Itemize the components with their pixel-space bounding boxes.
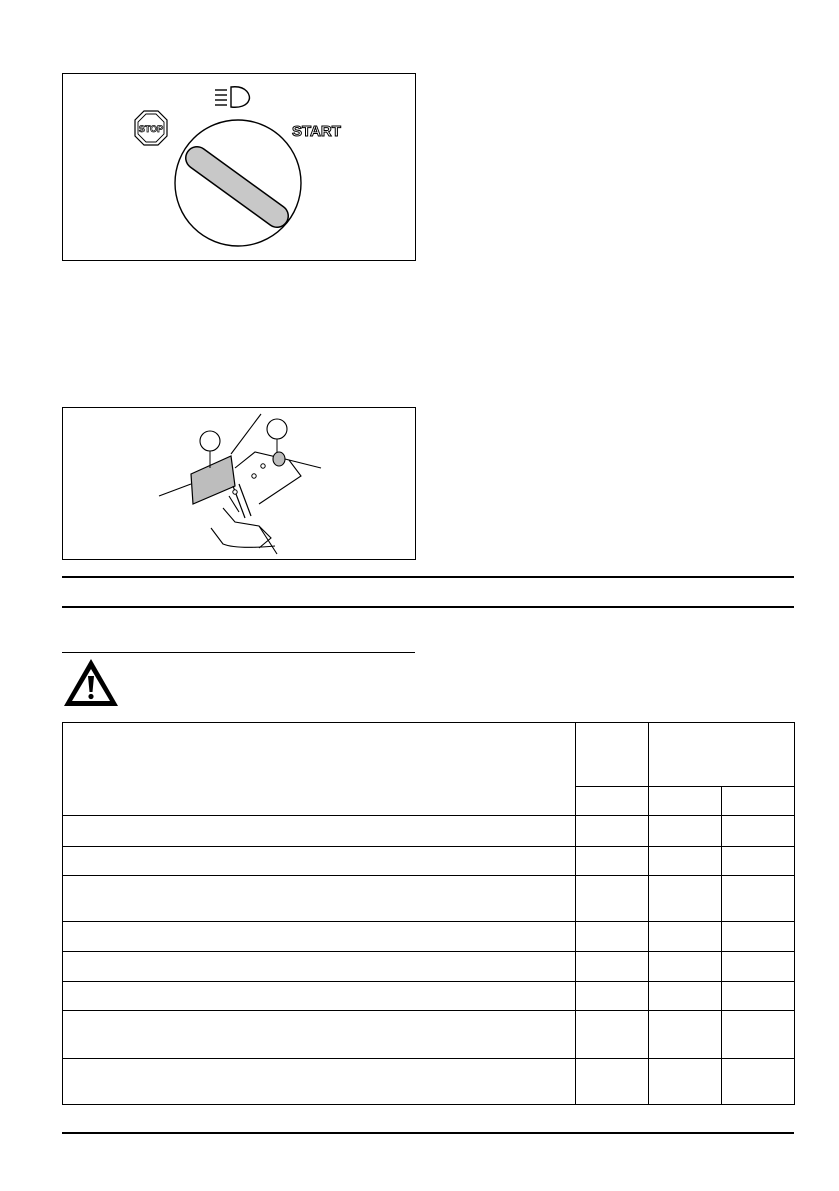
table-cell-task: [63, 875, 576, 921]
table-row: [63, 846, 795, 875]
table-row: [63, 1058, 795, 1104]
warning-triangle-icon: [62, 657, 120, 709]
table-cell: [576, 952, 649, 982]
footer-rule: [62, 1132, 794, 1134]
parking-brake-knob: [273, 452, 285, 466]
table-cell: [576, 875, 649, 921]
table-cell-task: [63, 1011, 576, 1058]
table-cell: [722, 1058, 795, 1104]
table-cell: [649, 922, 722, 952]
section-rule-bottom: [62, 606, 794, 608]
table-cell: [722, 875, 795, 921]
table-cell: [576, 922, 649, 952]
table-row: [63, 922, 795, 952]
table-cell: [722, 846, 795, 875]
bolts: [233, 464, 265, 494]
headlight-icon: [215, 87, 249, 107]
ignition-knob: [175, 120, 301, 246]
table-cell: [576, 982, 649, 1011]
table-cell-task: [63, 922, 576, 952]
table-cell-task: [63, 846, 576, 875]
table-cell-task: [63, 816, 576, 846]
table-cell: [649, 846, 722, 875]
table-cell-task: [63, 982, 576, 1011]
warning-rule: [62, 652, 415, 653]
table-header-task: [63, 723, 576, 816]
table-cell: [722, 982, 795, 1011]
table-cell-task: [63, 952, 576, 982]
table-row: [63, 982, 795, 1011]
table-cell: [649, 952, 722, 982]
stop-sign-icon: [135, 111, 167, 145]
table-cell: [722, 1011, 795, 1058]
maintenance-schedule-table: [62, 722, 795, 1105]
table-header-col-b: [649, 723, 795, 787]
table-cell: [576, 1058, 649, 1104]
table-cell: [722, 816, 795, 846]
table-subheader-2: [649, 787, 722, 816]
table-cell: [576, 846, 649, 875]
table-cell: [649, 982, 722, 1011]
table-row: [63, 952, 795, 982]
callout-2: [267, 419, 287, 452]
table-cell: [576, 1011, 649, 1058]
table-header-col-a: [576, 723, 649, 787]
pedal-frame: [159, 414, 321, 554]
pedal-figure: [62, 407, 416, 560]
table-cell: [649, 875, 722, 921]
stop-label: STOP: [138, 124, 164, 134]
table-cell: [649, 1011, 722, 1058]
table-subheader-3: [722, 787, 795, 816]
table-row: [63, 1011, 795, 1058]
table-cell: [722, 922, 795, 952]
section-rule-top: [62, 576, 794, 578]
ignition-switch-figure: [62, 73, 416, 261]
table-row: [63, 816, 795, 846]
brake-pedal: [191, 456, 251, 518]
table-cell: [649, 816, 722, 846]
table-cell: [722, 952, 795, 982]
start-label: START: [292, 123, 341, 140]
table-cell: [576, 816, 649, 846]
table-subheader-1: [576, 787, 649, 816]
table-row: [63, 875, 795, 921]
table-cell: [649, 1058, 722, 1104]
table-cell-task: [63, 1058, 576, 1104]
